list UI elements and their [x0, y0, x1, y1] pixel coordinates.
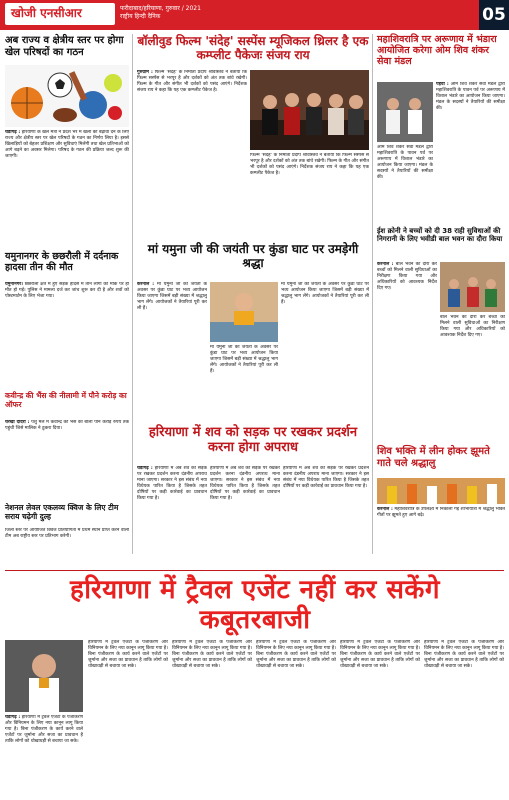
masthead-tagline: राष्ट्रीय हिन्दी दैनिक — [120, 13, 161, 20]
story-body-travel-agent-col3 — [172, 640, 252, 795]
story-text: ओम शिव शंकर सेवा मंडल द्वारा महाशिवरात्रि के पावन पर्व पर अरूणाय में विशाल भंडारे का आयोजन किया जाएगा। मंडल के सदस्यों ने तैयारियों की समीक्षा की। — [436, 82, 505, 112]
yamuna-ghat-photo — [210, 282, 278, 342]
headline-sports-council: अब राज्य व क्षेत्रीय स्तर पर होगा खेल परिषदों का गठन — [5, 35, 124, 58]
bhandara-photo — [377, 82, 433, 142]
story-lead: चंडीगढ़ : — [5, 715, 21, 720]
headline-shiv-bhakti: शिव भक्ति में लीन होकर झूमते गाते चले श्रद्धालु — [377, 446, 490, 469]
story-text: हरियाणा में ट्रैवल एजेंटों के पंजीकरण और विनियमन के लिए नया कानून लागू किया गया है। बिना पंजीकरण के कार्य करने वाले एजेंटों पर जुर्माना और सजा का प्रावधान है ताकि लोगों को धोखाधड़ी से बचाया जा सके। — [5, 715, 83, 745]
story-lead: करनाल : — [137, 282, 155, 287]
story-body-quiz — [5, 528, 129, 568]
story-lead: करनाल : — [377, 262, 394, 267]
story-lead: चंडीगढ़ : — [137, 466, 153, 471]
story-body-travel-agent-col4 — [256, 640, 336, 795]
film-cast-photo — [250, 70, 369, 150]
masthead — [0, 0, 509, 30]
shobhayatra-illustration — [377, 478, 505, 504]
story-text: बाल भवन का दौरा कर बच्चों को मिलने वाली सुविधाओं का निरीक्षण किया गया और अधिकारियों को आवश्यक निर्देश दिए गए। — [377, 262, 437, 292]
story-body-shivratri-bhandara — [436, 82, 505, 222]
story-body-shivratri-cont — [377, 145, 433, 222]
story-lead: पेहवा : — [436, 82, 449, 87]
story-lead: करनाल : — [377, 507, 393, 512]
headline-film-sandeh: बॉलीवुड फिल्म 'संदेह' सस्पेंस म्यूजिकल थ्रिलर है एक कम्प्लीट पैकेजः संजय राय — [137, 34, 369, 62]
story-text-cont2: मां यमुना जी की जयंती के अवसर पर कुंडा घाट पर भव्य आयोजन किया जाएगा जिसमें बड़ी संख्या में श्रद्धालु भाग लेंगे। आयोजकों ने तैयारियां पूरी कर ली हैं। — [281, 282, 369, 306]
story-body-bal-bhavan — [377, 262, 437, 442]
headline-travel-agent: हरियाणा में ट्रैवल एजेंट नहीं कर सकेंगे कबूतरबाजी — [69, 575, 441, 635]
story-body-travel-agent-col2 — [88, 640, 168, 795]
story-lead: गुरुग्राम : — [137, 70, 153, 75]
story-text-cont: ओम शिव शंकर सेवा मंडल द्वारा महाशिवरात्रि के पावन पर्व पर अरूणाय में विशाल भंडारे का आयोजन किया जाएगा। मंडल के सदस्यों ने तैयारियों की समीक्षा की। — [377, 145, 433, 181]
story-text: मां यमुना जी की जयंती के अवसर पर कुंडा घाट पर भव्य आयोजन किया जाएगा जिसमें बड़ी संख्या में श्रद्धालु भाग लेंगे। आयोजकों ने तैयारियां पूरी कर ली हैं। — [137, 282, 207, 312]
film-cast-illustration — [250, 70, 369, 150]
story-body-bal-bhavan-cont — [440, 315, 505, 442]
story-lead: चंडीगढ़ : — [5, 130, 21, 135]
section-divider — [5, 570, 504, 571]
story-lead: चरखी दादरी : — [5, 420, 30, 425]
story-text-cont: मां यमुना जी की जयंती के अवसर पर कुंडा घाट पर भव्य आयोजन किया जाएगा जिसमें बड़ी संख्या में श्रद्धालु भाग लेंगे। आयोजकों ने तैयारियां पूरी कर ली हैं। — [210, 345, 278, 375]
story-body-travel-agent-col5 — [340, 640, 420, 795]
headline-buffalo-auction: कवीन्द्र की भैंस की नीलामी में पौने करोड़ का ऑफर — [5, 391, 127, 409]
shobhayatra-photo — [377, 478, 505, 504]
story-text-col4: हरियाणा में ट्रैवल एजेंटों के पंजीकरण और विनियमन के लिए नया कानून लागू किया गया है। बिना पंजीकरण के कार्य करने वाले एजेंटों पर जुर्माना और सजा का प्रावधान है ताकि लोगों को धोखाधड़ी से बचाया जा सके। — [256, 640, 336, 670]
bal-bhavan-illustration — [440, 262, 505, 312]
story-body-accident — [5, 282, 129, 388]
story-body-body-protest-cont — [210, 466, 280, 568]
story-body-buffalo-auction — [5, 420, 129, 500]
headline-bal-bhavan: ईश क्रोनी ने बच्चों को दी 38 राही सुविधाओं की निगरानी के लिए भवीडी बाल भवन का दौरा किया — [377, 227, 503, 244]
story-body-yamuna — [137, 282, 207, 422]
story-text: जिला स्तर पर आयोजित क्विज प्रतियोगिता में प्रथम स्थान प्राप्त करने वाली टीम अब राष्ट्रीय स्तर पर प्रतिभाग करेगी। — [5, 528, 129, 540]
story-body-body-protest-cont2 — [283, 466, 369, 568]
headline-yamuna-jayanti: मां यमुना जी की जयंती पर कुंडा घाट पर उमड़ेगी श्रद्धा — [147, 242, 359, 270]
story-body-sports-council — [5, 130, 129, 248]
travel-agent-illustration — [5, 640, 83, 712]
story-text-col3: हरियाणा में ट्रैवल एजेंटों के पंजीकरण और विनियमन के लिए नया कानून लागू किया गया है। बिना पंजीकरण के कार्य करने वाले एजेंटों पर जुर्माना और सजा का प्रावधान है ताकि लोगों को धोखाधड़ी से बचाया जा सके। — [172, 640, 252, 670]
story-text: हरियाणा में अब शव को सड़क पर रखकर प्रदर्शन करना दंडनीय अपराध माना जाएगा। सरकार ने इस संबंध में नया विधेयक पारित किया है जिसके तहत दोषियों पर कड़ी कार्रवाई का प्रावधान किया गया है। — [137, 466, 207, 502]
travel-agent-photo — [5, 640, 83, 712]
story-body-yamuna-cont — [210, 345, 278, 422]
story-text: हरियाणा के खेल मंत्री ने प्रदेश भर में खेलों को बढ़ावा देने के लिए राज्य और क्षेत्रीय स्तर पर खेल परिषदों के गठन का निर्णय लिया है। इससे खिलाड़ियों को बेहतर प्रशिक्षण और सुविधाएं मिलेंगी तथा खेल प्रतिभाओं को आगे बढ़ने का अवसर मिलेगा। परिषद के गठन की प्रक्रिया जल्द शुरू की जाएगी। — [5, 130, 129, 160]
headline-quiz: नेशनल लेवल एकलव्य क्विज के लिए टीम सराय चढ़ेगी दुल्ह — [5, 503, 119, 521]
masthead-meta — [120, 5, 201, 21]
story-body-shiv-bhakti — [377, 507, 505, 567]
story-body-body-protest — [137, 466, 207, 568]
yamuna-ghat-illustration — [210, 282, 278, 342]
brand-name: खोजी एनसीआर — [11, 6, 82, 20]
story-body-film — [137, 70, 247, 238]
story-text-col6: हरियाणा में ट्रैवल एजेंटों के पंजीकरण और विनियमन के लिए नया कानून लागू किया गया है। बिना पंजीकरण के कार्य करने वाले एजेंटों पर जुर्माना और सजा का प्रावधान है ताकि लोगों को धोखाधड़ी से बचाया जा सके। — [424, 640, 504, 670]
headline-body-protest: हरियाणा में शव को सड़क पर रखकर प्रदर्शन करना होगा अपराध — [148, 425, 358, 455]
story-text: पशु मेले में कवीन्द्र की भैंस की बोली पौने करोड़ रुपये तक पहुंची जिसे मालिक ने ठुकरा दिया। — [5, 420, 129, 432]
story-body-film-cont — [250, 153, 369, 238]
column-rule — [372, 34, 373, 554]
story-text: फिल्म 'संदेह' के निर्माता प्रदीप श्रीवास्तव ने बताया कि फिल्म सस्पेंस से भरपूर है और दर्शकों को अंत तक बांधे रखेगी। फिल्म के गीत और संगीत भी दर्शकों को पसंद आएंगे। निर्देशक संजय राय ने कहा कि यह एक कम्प्लीट पैकेज है। — [137, 70, 247, 94]
story-body-travel-agent-col1 — [5, 715, 83, 795]
sports-illustration — [5, 65, 129, 127]
story-text: छछरौली क्षेत्र में हुए सड़क हादसे में तीन लोगों की मौके पर ही मौत हो गई। पुलिस ने मामला दर्ज कर जांच शुरू कर दी है और शवों को पोस्टमार्टम के लिए भेजा गया। — [5, 282, 129, 300]
story-text: महाशिवरात्रि के उपलक्ष्य में निकाली गई शोभायात्रा में श्रद्धालु भक्ति गीतों पर झूमते हुए आगे बढ़े। — [377, 507, 505, 519]
story-text-col5: हरियाणा में ट्रैवल एजेंटों के पंजीकरण और विनियमन के लिए नया कानून लागू किया गया है। बिना पंजीकरण के कार्य करने वाले एजेंटों पर जुर्माना और सजा का प्रावधान है ताकि लोगों को धोखाधड़ी से बचाया जा सके। — [340, 640, 420, 670]
story-lead: यमुनानगर। — [5, 282, 23, 287]
masthead-date: फरीदाबाद/हरियाणा, गुरुवार / 2021 — [120, 5, 201, 12]
headline-shivratri-bhandara: महाशिवरात्रि पर अरूणाय में भंडारा आयोजित करेगा ओम शिव शंकर सेवा मंडल — [377, 34, 497, 67]
story-text-cont2: हरियाणा में अब शव को सड़क पर रखकर प्रदर्शन करना दंडनीय अपराध माना जाएगा। सरकार ने इस संबंध में नया विधेयक पारित किया है जिसके तहत दोषियों पर कड़ी कार्रवाई का प्रावधान किया गया है। — [283, 466, 369, 490]
column-rule — [132, 34, 133, 554]
page-number: 05 — [479, 0, 509, 30]
brand-box — [5, 3, 115, 25]
sports-equipment-photo — [5, 65, 129, 127]
story-text-cont: फिल्म 'संदेह' के निर्माता प्रदीप श्रीवास्तव ने बताया कि फिल्म सस्पेंस से भरपूर है और दर्शकों को अंत तक बांधे रखेगी। फिल्म के गीत और संगीत भी दर्शकों को पसंद आएंगे। निर्देशक संजय राय ने कहा कि यह एक कम्प्लीट पैकेज है। — [250, 153, 369, 177]
story-text-col2: हरियाणा में ट्रैवल एजेंटों के पंजीकरण और विनियमन के लिए नया कानून लागू किया गया है। बिना पंजीकरण के कार्य करने वाले एजेंटों पर जुर्माना और सजा का प्रावधान है ताकि लोगों को धोखाधड़ी से बचाया जा सके। — [88, 640, 168, 670]
bal-bhavan-photo — [440, 262, 505, 312]
story-text-cont: बाल भवन का दौरा कर बच्चों को मिलने वाली सुविधाओं का निरीक्षण किया गया और अधिकारियों को आवश्यक निर्देश दिए गए। — [440, 315, 505, 339]
story-text-cont: हरियाणा में अब शव को सड़क पर रखकर प्रदर्शन करना दंडनीय अपराध माना जाएगा। सरकार ने इस संबंध में नया विधेयक पारित किया है जिसके तहत दोषियों पर कड़ी कार्रवाई का प्रावधान किया गया है। — [210, 466, 280, 502]
story-body-travel-agent-col6 — [424, 640, 504, 795]
story-body-yamuna-cont2 — [281, 282, 369, 422]
headline-accident: यमुनानगर के छछरौली में दर्दनाक हादसा तीन की मौत — [5, 251, 119, 273]
bhandara-illustration — [377, 82, 433, 142]
